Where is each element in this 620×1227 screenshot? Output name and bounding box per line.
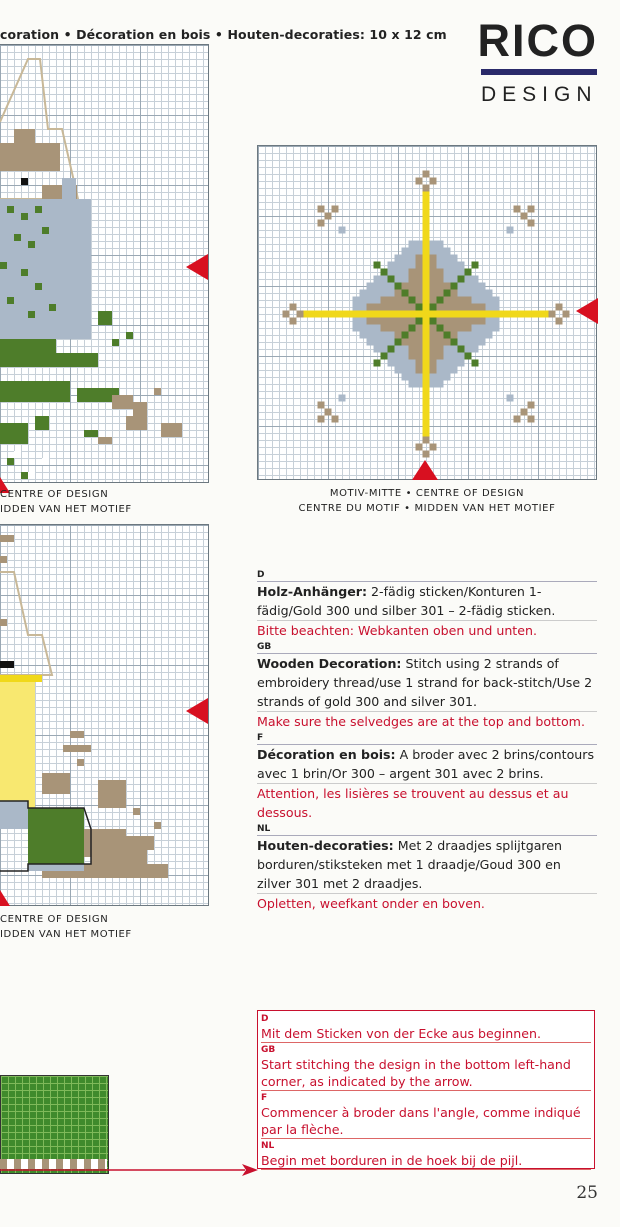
caption-star-1: MOTIV-MITTE • CENTRE OF DESIGN: [329, 488, 525, 499]
instruction-note-d: Bitte beachten: Webkanten oben und unten.: [257, 623, 537, 638]
instruction-note-f: Attention, les lisières se trouvent au dessus et au dessous.: [257, 786, 569, 820]
chart-tree-top: [0, 44, 209, 483]
brand-logo-name: RICO: [477, 15, 598, 66]
instruction-title: Décoration en bois:: [257, 747, 396, 762]
lang-code-f: F: [257, 733, 597, 745]
instruction-text: Met 2 draadjes splijtgaren borduren/stiksteken met 1 draadje/Goud 300 en zilver 301 met 2 draadjes.: [257, 838, 563, 891]
lang-code-nl: NL: [261, 1141, 275, 1151]
lang-code-f: F: [261, 1093, 268, 1103]
caption-topleft-2: IDDEN VAN HET MOTIEF: [0, 504, 132, 515]
center-arrow-right-icon: [186, 698, 208, 724]
instructions-block: [257, 568, 597, 913]
lang-code-d: D: [257, 570, 597, 582]
center-arrow-right-icon: [186, 254, 208, 280]
start-note-gb-line2: corner, as indicated by the arrow.: [261, 1073, 591, 1091]
instruction-f: [257, 745, 597, 784]
instruction-note-nl: Opletten, weefkant onder en boven.: [257, 896, 485, 911]
instruction-text: 2-fädig sticken/Konturen 1-fädig/Gold 300 und silber 301 – 2-fädig sticken.: [257, 584, 556, 618]
center-arrow-bottom-icon: [412, 460, 438, 480]
start-corner-arrow-icon: [0, 1162, 262, 1176]
page-header: coration • Décoration en bois • Houten-decoraties: 10 x 12 cm: [0, 27, 447, 42]
start-note-d-line1: Mit dem Sticken von der Ecke aus beginnen.: [261, 1025, 591, 1043]
start-note-box: [257, 1010, 595, 1169]
instruction-text: Stitch using 2 strands of embroidery thread/use 1 strand for back-stitch/Use 2 strands of gold 300 and silver 301.: [257, 656, 593, 709]
chart-candle: [0, 524, 209, 906]
center-arrow-bottom-icon: [0, 890, 10, 906]
tree-stitch-pattern: [0, 45, 208, 482]
start-note-f-line2: par la flèche.: [261, 1121, 591, 1139]
lang-code-gb: GB: [261, 1045, 276, 1055]
instruction-gb: [257, 654, 597, 712]
caption-midleft-2: IDDEN VAN HET MOTIEF: [0, 929, 132, 940]
caption-star-2: CENTRE DU MOTIF • MIDDEN VAN HET MOTIEF: [298, 503, 556, 514]
center-arrow-right-icon: [576, 298, 598, 324]
instruction-nl: [257, 836, 597, 894]
start-note-nl-line1: Begin met borduren in de hoek bij de pijl.: [261, 1152, 591, 1170]
lang-code-d: D: [261, 1014, 269, 1024]
brand-logo-sub: DESIGN: [481, 83, 598, 106]
lang-code-gb: GB: [257, 642, 597, 654]
instruction-title: Houten-decoraties:: [257, 838, 394, 853]
caption-topleft-1: CENTRE OF DESIGN: [0, 489, 109, 500]
start-note-f-line1: Commencer à broder dans l'angle, comme indiqué: [261, 1105, 581, 1120]
instruction-title: Holz-Anhänger:: [257, 584, 368, 599]
chart-star: [257, 145, 597, 480]
lang-code-nl: NL: [257, 824, 597, 836]
brand-logo-bar: [481, 69, 597, 75]
start-note-gb-line1: Start stitching the design in the bottom left-hand: [261, 1057, 571, 1072]
instruction-note-gb: Make sure the selvedges are at the top and bottom.: [257, 714, 585, 729]
instruction-d: [257, 582, 597, 621]
candle-stitch-pattern: [0, 525, 208, 905]
instruction-title: Wooden Decoration:: [257, 656, 402, 671]
star-stitch-pattern: [258, 146, 596, 479]
instruction-text: A broder avec 2 brins/contours avec 1 brin/Or 300 – argent 301 avec 2 brins.: [257, 747, 595, 781]
page-number: 25: [576, 1183, 598, 1203]
caption-midleft-1: CENTRE OF DESIGN: [0, 914, 109, 925]
